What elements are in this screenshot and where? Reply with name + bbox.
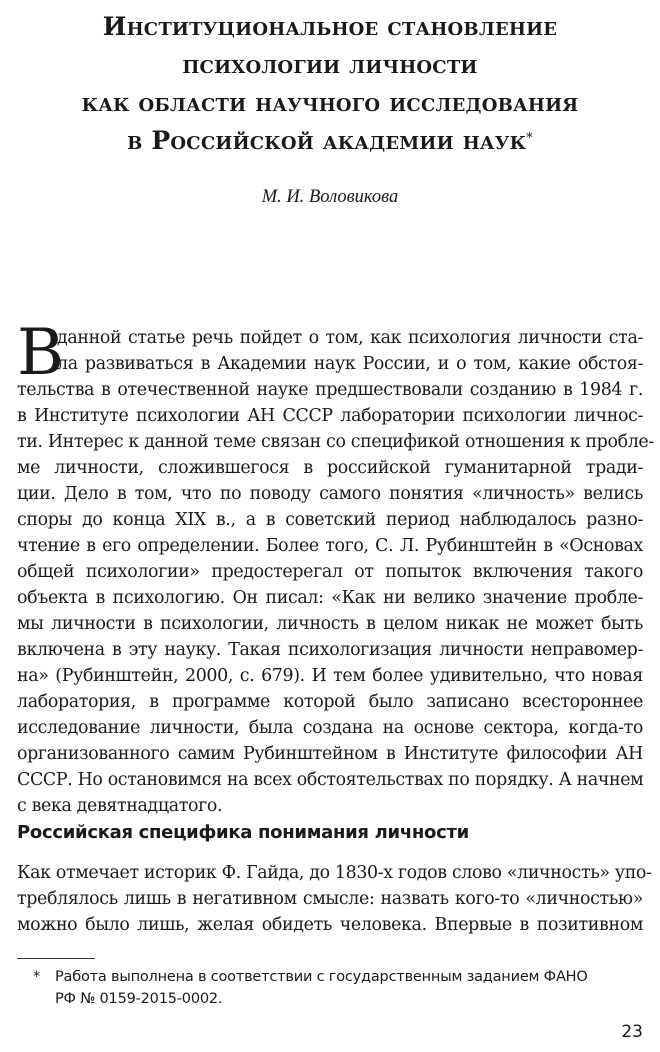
intro-line: данной статье речь пойдет о том, как психология личности ста-: [57, 328, 643, 348]
intro-line: в Институте психологии АН СССР лаборатории психологии личнос-: [17, 406, 643, 426]
author-name: М. И. Воловикова: [261, 187, 399, 207]
intro-line: чтение в его определении. Более того, С. Л. Рубинштейн в «Основах: [17, 536, 643, 556]
footnote-text-2: РФ № 0159-2015-0002.: [55, 991, 223, 1007]
intro-line: с века девятнадцатого.: [17, 796, 223, 816]
intro-line: ме личности, сложившегося в российской гуманитарной тради-: [17, 458, 643, 478]
section-heading: Российская специфика понимания личности: [17, 822, 469, 843]
intro-line: включена в эту науку. Такая психологизация личности неправомер-: [17, 640, 643, 660]
intro-line: лаборатория, в программе которой было записано всестороннее: [17, 692, 643, 712]
section-paragraph: [17, 860, 652, 938]
intro-line: на» (Рубинштейн, 2000, с. 679). И тем более удивительно, что новая: [17, 666, 643, 686]
title-line-3: как области научного исследования: [81, 88, 579, 117]
footnote-line-1: [33, 966, 643, 988]
footnote-divider: [17, 958, 95, 959]
intro-line: исследование личности, была создана на основе сектора, когда-то: [17, 718, 643, 738]
title-footnote-mark: *: [526, 131, 533, 146]
intro-line: ти. Интерес к данной теме связан со спецификой отношения к пробле-: [17, 432, 654, 452]
intro-line: ции. Дело в том, что по поводу самого понятия «личность» велись: [17, 484, 643, 504]
intro-line: СССР. Но остановимся на всех обстоятельствах по порядку. А начнем: [17, 770, 644, 790]
dropcap-letter: В: [17, 316, 65, 390]
footnote-text-1: Работа выполнена в соответствии с государственным заданием ФАНО: [55, 969, 588, 985]
footnote-mark: *: [33, 969, 41, 985]
title-line-2: психологии личности: [182, 50, 478, 79]
intro-line: объекта в психологию. Он писал: «Как ни велико значение пробле-: [17, 588, 643, 608]
footnote: [33, 966, 643, 1010]
intro-line: ла развиваться в Академии наук России, и о том, какие обстоя-: [57, 354, 643, 374]
intro-line: споры до конца XIX в., а в советский период наблюдалось разно-: [17, 510, 643, 530]
article-title: [30, 8, 630, 160]
section-line: Как отмечает историк Ф. Гайда, до 1830-х годов слово «личность» упо-: [17, 863, 652, 883]
page-number: 23: [621, 1022, 643, 1042]
intro-line: мы личности в психологии, личность в целом никак не может быть: [17, 614, 643, 634]
intro-line: организованного самим Рубинштейном в Институте философии АН: [17, 744, 643, 764]
title-line-4: [30, 122, 630, 160]
section-line: треблялось лишь в негативном смысле: назвать кого-то «личностью»: [17, 889, 643, 909]
intro-paragraph: [17, 325, 654, 819]
title-line-4-text: в Российской академии наук: [127, 126, 527, 155]
section-line: можно было лишь, желая обидеть человека. Впервые в позитивном: [17, 915, 643, 935]
intro-line: общей психологии» предостерегал от попыток включения такого: [17, 562, 643, 582]
intro-line: тельства в отечественной науке предшествовали созданию в 1984 г.: [17, 380, 643, 400]
title-line-1: Институциональное становление: [102, 12, 558, 41]
